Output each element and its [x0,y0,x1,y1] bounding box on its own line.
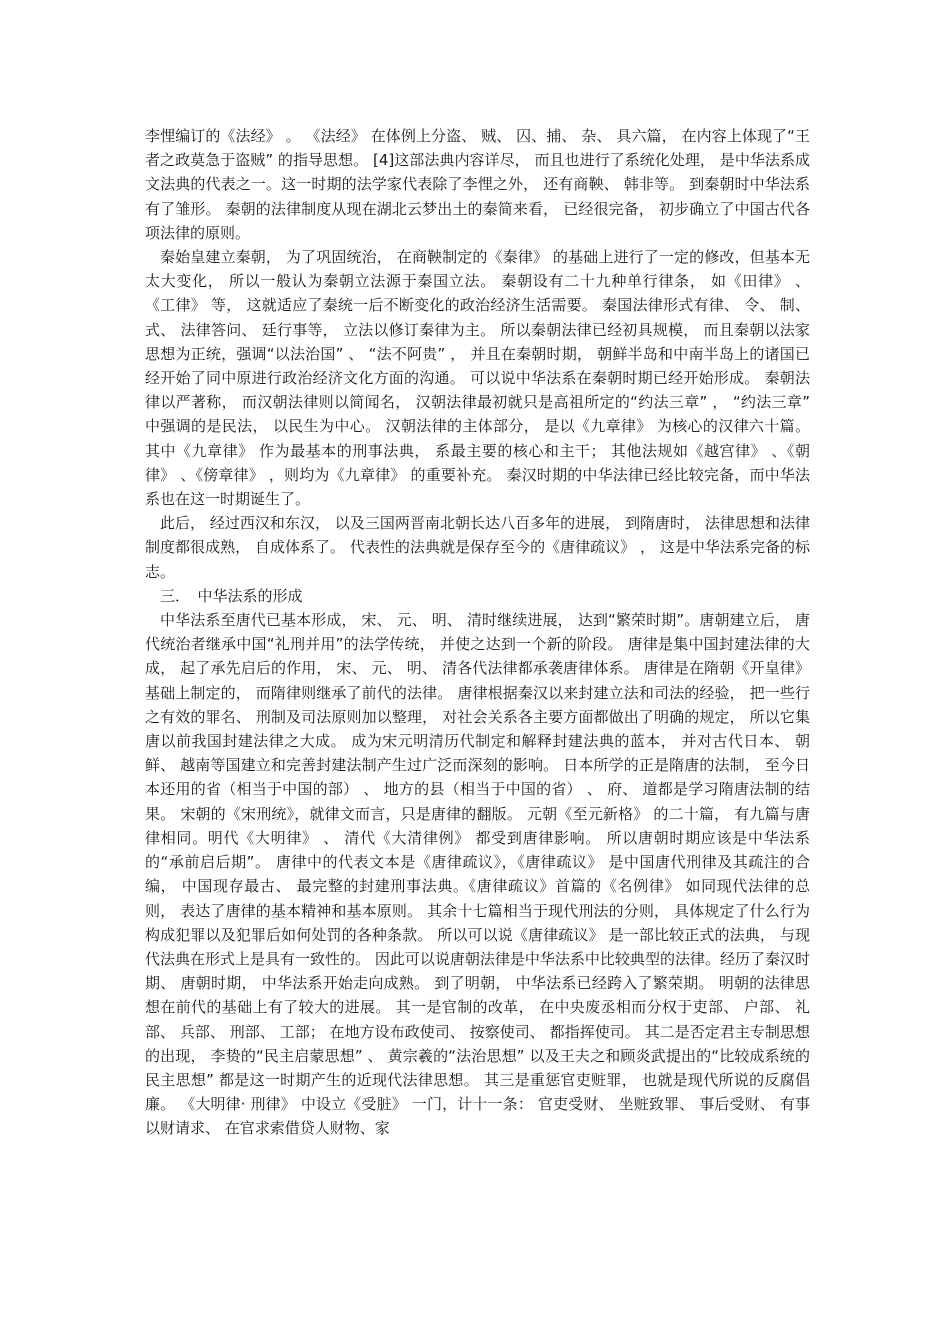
document-body [145,124,810,1141]
paragraph-sui-tang: 此后， 经过西汉和东汉， 以及三国两晋南北朝长达八百多年的进展， 到隋唐时， 法律思想和法律制度都很成熟， 自成体系了。 代表性的法典就是保存至今的《唐律疏议》 ， 这是中华法系完备的标志。 [145,514,810,581]
paragraph-formation: 中华法系至唐代已基本形成， 宋、 元、 明、 清时继续进展， 达到“繁荣时期”。唐朝建立后， 唐代统治者继承中国“礼刑并用”的法学传统， 并使之达到一个新的阶段。 唐律是集中国封建法律的大成， 起了承先启后的作用， 宋、 元、 明、 清各代法律都承袭唐律体系。 唐律是在隋朝《开皇律》 基础上制定的， 而隋律则继承了前代的法律。 唐律根据秦汉以来封建立法和司法的经验， 把一些行之有效的罪名、 刑制及司法原则加以整理， 对社会关系各主要方面都做出了明确的规定， 所以它集唐以前我国封建法律之大成。 成为宋元明清历代制定和解释封建法典的蓝本， 并对古代日本、 朝鲜、 越南等国建立和完善封建法制产生过广泛而深刻的影响。 日本所学的正是隋唐的法制， 至今日本还用的省（相当于中国的部） 、 地方的县（相当于中国的省） 、 府、 道都是学习隋唐法制的结果。 宋朝的《宋刑统》，就律文而言，只是唐律的翻版。 元朝《至元新格》 的二十篇， 有九篇与唐律相同。明代《大明律》 、 清代《大清律例》 都受到唐律影响。 所以唐朝时期应该是中华法系的“承前启后期”。 唐律中的代表文本是《唐律疏议》，《唐律疏议》 是中国唐代刑律及其疏注的合编， 中国现存最古、 最完整的封建刑事法典。《唐律疏议》首篇的《名例律》 如同现代法律的总则， 表达了唐律的基本精神和基本原则。 其余十七篇相当于现代刑法的分则， 具体规定了什么行为构成犯罪以及犯罪后如何处罚的各种条款。 所以可以说《唐律疏议》 是一部比较正式的法典， 与现代法典在形式上是具有一致性的。 因此可以说唐朝法律是中华法系中比较典型的法律。经历了秦汉时期、 唐朝时期， 中华法系开始走向成熟。 到了明朝， 中华法系已经跨入了繁荣期。 明朝的法律思想在前代的基础上有了较大的进展。 其一是官制的改革， 在中央废丞相而分权于吏部、 户部、 礼部、 兵部、 刑部、 工部； 在地方设布政使司、 按察使司、 都指挥使司。 其二是否定君主专制思想的出现， 李贽的“民主启蒙思想” 、 黄宗羲的“法治思想” 以及王夫之和顾炎武提出的“比较成系统的民主思想” 都是这一时期产生的近现代法律思想。 其三是重惩官吏赃罪， 也就是现代所说的反腐倡廉。 《大明律· 刑律》 中设立《受脏》 一门，计十一条： 官吏受财、 坐赃致罪、 事后受财、 有事以财请求、 在官求索借贷人财物、家 [145,611,810,1138]
paragraph-qin-dynasty: 秦始皇建立秦朝， 为了巩固统治， 在商鞅制定的《秦律》 的基础上进行了一定的修改，但基本无太大变化， 所以一般认为秦朝立法源于秦国立法。 秦朝设有二十九种单行律条， 如《田律》 、 《工律》 等， 这就适应了秦统一后不断变化的政治经济生活需要。 秦国法律形式有律、 令、 制、 式、 法律答问、 廷行事等， 立法以修订秦律为主。 所以秦朝法律已经初具规模， 而且秦朝以法家思想为正统，强调“以法治国” 、 “法不阿贵” ， 并且在秦朝时期， 朝鲜半岛和中南半岛上的诸国已经开始了同中原进行政治经济文化方面的沟通。 可以说中华法系在秦朝时期已经开始形成。 秦朝法律以严著称， 而汉朝法律则以简闻名， 汉朝法律最初就只是高祖所定的“约法三章” ， “约法三章” 中强调的是民法， 以民生为中心。 汉朝法律的主体部分， 是以《九章律》 为核心的汉律六十篇。 其中《九章律》 作为最基本的刑事法典， 系最主要的核心和主干； 其他法规如《越宫律》 、《朝律》 、《傍章律》 ，则均为《九章律》 的重要补充。 秦汉时期的中华法律已经比较完备，而中华法系也在这一时期诞生了。 [145,248,810,509]
paragraph-fajing: 李悝编订的《法经》 。 《法经》 在体例上分盗、 贼、 囚、捕、 杂、 具六篇， 在内容上体现了“王者之政莫急于盗贼” 的指导思想。 [4]这部法典内容详尽， 而且也进行了系统化处理， 是中华法系成文法典的代表之一。这一时期的法学家代表除了李悝之外， 还有商鞅、 韩非等。 到秦朝时中华法系有了雏形。 秦朝的法律制度从现在湖北云梦出土的秦简来看， 已经很完备， 初步确立了中国古代各项法律的原则。 [145,127,810,242]
section-heading: 三． 中华法系的形成 [160,586,303,605]
